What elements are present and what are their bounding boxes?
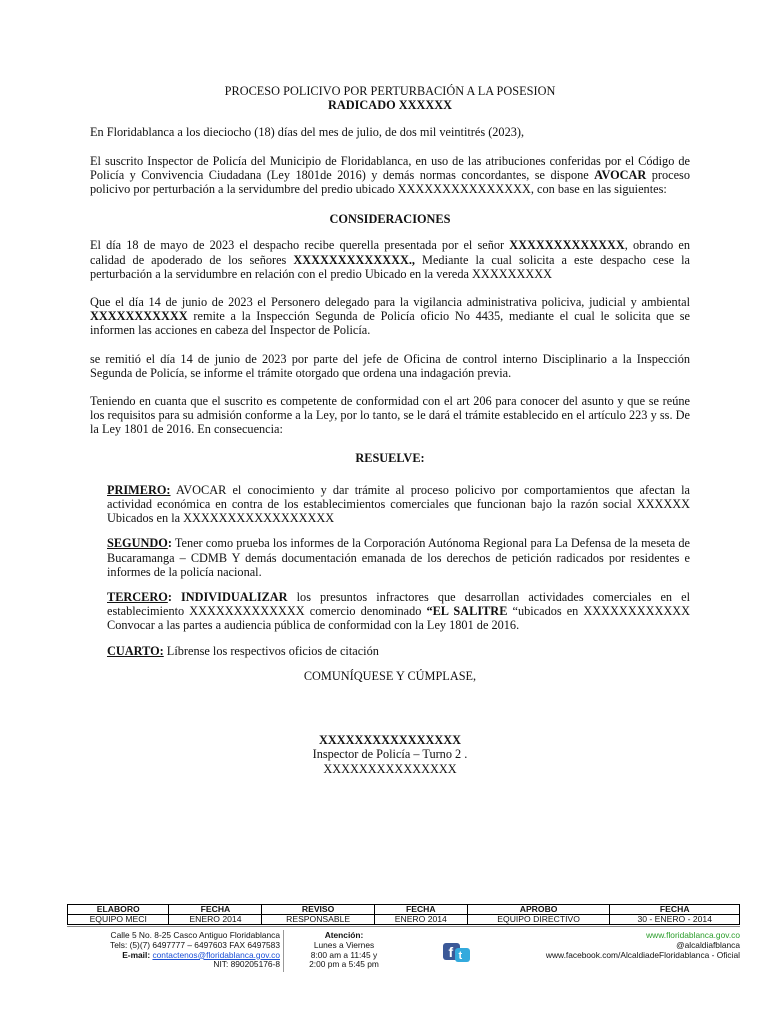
svg-text:t: t: [458, 950, 463, 962]
resolution-tercero: TERCERO: INDIVIDUALIZAR los presuntos infractores que desarrollan actividades comerciales en el establecimiento XXXXXXXXXXXXX comercio denominado “EL SALITRE “ubicados en XXXXXXXXXXXX Convocar a las partes a audiencia pública de conformidad con la Ley 1801 de 2016.: [107, 590, 690, 633]
table-header-cell: FECHA: [610, 905, 740, 915]
social-icons: [442, 941, 472, 963]
attention-days: Lunes a Viernes: [313, 939, 375, 950]
resolution-cuarto: CUARTO: Líbrense los respectivos oficios de citación: [107, 643, 379, 658]
table-header-cell: ELABORO: [68, 905, 169, 915]
approval-table-header-row: [68, 905, 740, 915]
document-body: [90, 84, 690, 776]
closing-statement: COMUNÍQUESE Y CÚMPLASE,: [303, 668, 477, 683]
table-header-cell: FECHA: [169, 905, 262, 915]
document-title: PROCESO POLICIVO POR PERTURBACIÓN A LA POSESION: [224, 84, 556, 98]
table-cell: EQUIPO DIRECTIVO: [467, 915, 610, 925]
signature-extra: XXXXXXXXXXXXXXX: [323, 761, 457, 776]
footer-contact: [70, 931, 280, 970]
resolution-primero: PRIMERO: AVOCAR el conocimiento y dar trámite al proceso policivo por comportamientos que afectan la actividad económica en contra de los establecimientos comerciales que funcionan bajo la razón social XXXXXX Ubicados en la XXXXXXXXXXXXXXXXX: [107, 482, 690, 526]
attention-label: Atención:: [324, 930, 364, 940]
table-cell: RESPONSABLE: [262, 915, 374, 925]
table-header-cell: APROBO: [467, 905, 610, 915]
table-cell: ENERO 2014: [374, 915, 467, 925]
twitter-icon[interactable]: [455, 948, 470, 962]
signature-block: [90, 733, 690, 776]
footer-facebook-link[interactable]: www.facebook.com/AlcaldiadeFloridablanca - Oficial: [545, 949, 740, 960]
footer-separator: [283, 930, 284, 972]
footer-web: [470, 931, 740, 960]
footer-attention: [290, 931, 398, 970]
footer-twitter-handle[interactable]: @alcaldiafblanca: [676, 939, 740, 950]
footer-phones: Tels: (5)(7) 6497777 – 6497603 FAX 6497583: [110, 939, 280, 950]
consideration-3: se remitió el día 14 de junio de 2023 por parte del jefe de Oficina de control interno Disciplinario a la Inspección Segunda de Policía, se informe el trámite otorgado que ordena una indagación previa.: [90, 351, 690, 380]
considerations-heading: CONSIDERACIONES: [329, 212, 451, 227]
signature-role: Inspector de Policía – Turno 2 .: [312, 747, 468, 762]
footer-divider: [67, 926, 740, 927]
approval-table-value-row: [68, 915, 740, 925]
footer-website-link[interactable]: www.floridablanca.gov.co: [646, 930, 740, 940]
attention-morning: 8:00 am a 11:45 y: [310, 949, 378, 960]
footer-email-link[interactable]: contactenos@floridablanca.gov.co: [152, 949, 280, 960]
resolutions-list: [107, 483, 690, 658]
footer-email-line: E-mail: contactenos@floridablanca.gov.co: [122, 949, 280, 960]
paragraph-avocar: El suscrito Inspector de Policía del Municipio de Floridablanca, en uso de las atribuciones conferidas por el Código de Policía y Convivencia Ciudadana (Ley 1801de 2016) y demás normas concordantes, se dispone AVOCAR proceso policivo por perturbación a la servidumbre del predio ubicado XXXXXXXXXXXXXXX, con base en las siguientes:: [90, 153, 690, 197]
radicado-number: RADICADO XXXXXX: [328, 98, 452, 113]
footer-address: Calle 5 No. 8-25 Casco Antiguo Floridablanca: [110, 930, 280, 940]
resolve-heading: RESUELVE:: [355, 450, 425, 465]
table-header-cell: FECHA: [374, 905, 467, 915]
approval-table: [67, 904, 740, 925]
attention-afternoon: 2:00 pm a 5:45 pm: [309, 959, 379, 970]
consideration-4: Teniendo en cuanta que el suscrito es competente de conformidad con el art 206 para conocer del asunto y que se reúne los requisitos para su admisión conforme a la Ley, por lo tanto, se le dará el trámite establecido en el artículo 223 y ss. De la Ley 1801 de 2016. En consecuencia:: [90, 394, 690, 437]
table-cell: 30 - ENERO - 2014: [610, 915, 740, 925]
svg-text:f: f: [448, 944, 454, 960]
table-cell: EQUIPO MECI: [68, 915, 169, 925]
resolution-segundo: SEGUNDO: Tener como prueba los informes de la Corporación Autónoma Regional para La Defensa de la meseta de Bucaramanga – CDMB Y demás documentación emanada de los derechos de petición radicados por residentes e informes de la policía nacional.: [107, 536, 690, 579]
consideration-1: El día 18 de mayo de 2023 el despacho recibe querella presentada por el señor XXXXXXXXXXXXX, obrando en calidad de apoderado de los señores XXXXXXXXXXXXX., Mediante la cual solicita a este despacho cese la perturbación a la servidumbre en relación con el predio Ubicado en la vereda XXXXXXXXX: [90, 238, 691, 281]
intro-paragraph: En Floridablanca a los dieciocho (18) días del mes de julio, de dos mil veintitrés (2023),: [90, 125, 525, 140]
signature-name: XXXXXXXXXXXXXXXX: [318, 733, 462, 748]
table-cell: ENERO 2014: [169, 915, 262, 925]
footer-nit: NIT: 890205176-8: [213, 959, 280, 970]
table-header-cell: REVISO: [262, 905, 374, 915]
consideration-2: Que el día 14 de junio de 2023 el Personero delegado para la vigilancia administrativa policiva, judicial y ambiental XXXXXXXXXXX remite a la Inspección Segunda de Policía oficio No 4435, mediante el cual le solicita que se informen las acciones en cabeza del Inspector de Policía.: [90, 295, 690, 338]
